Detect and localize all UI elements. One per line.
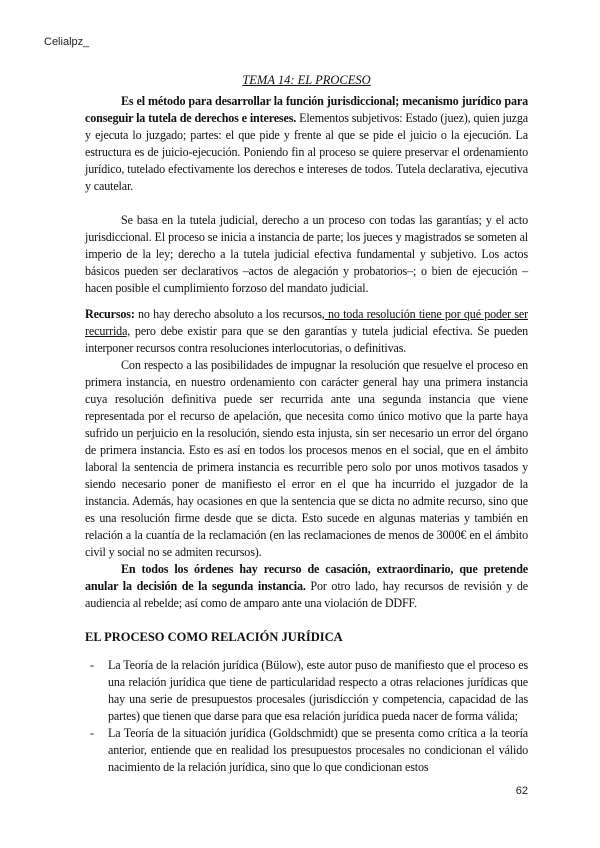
paragraph-recursos [85, 306, 528, 357]
list-item-text: La Teoría de la relación jurídica (Bülow), este autor puso de manifiesto que el proceso es una relación jurídica que tiene de particularidad respecto a otras relaciones jurídicas que hay una serie de presupuestos procesales (jurisdicción y competencia, capacidad de las partes) que tienen que darse para que esa relación jurídica pueda nacer de forma válida; [108, 658, 528, 723]
casacion-bold: En todos los órdenes hay recurso de casación, extraordinario, que pretende anular la decisión de la segunda instancia. [85, 562, 528, 593]
page-title: TEMA 14: EL PROCESO [242, 73, 371, 87]
dash-bullet: - [90, 658, 94, 672]
dash-bullet: - [90, 726, 94, 740]
list-item [85, 657, 528, 725]
theory-list [85, 657, 528, 776]
list-item [85, 725, 528, 776]
casacion-text: Por otro lado, hay recursos de revisión y de audiencia al rebelde; así como de amparo ante una violación de DDFF. [85, 579, 528, 610]
recursos-text-2: pero debe existir para que se den garantías y tutela judicial efectiva. Se pueden interponer recursos contra resoluciones interlocutorias, o definitivas. [85, 324, 528, 355]
definition-bold: Es el método para desarrollar la función jurisdiccional; mecanismo jurídico para conseguir la tutela de derechos e intereses. [85, 94, 528, 125]
paragraph-casacion [85, 561, 528, 612]
definition-text: Elementos subjetivos: Estado (juez), quien juzga y ejecuta lo juzgado; partes: el que pide y frente al que se pide el juicio o la ejecución. La estructura es de juicio-ejecución. Poniendo fin al proceso se quiere preservar el ordenamiento jurídico, tutelado efectivamente los derechos e intereses de todos. Tutela declarativa, ejecutiva y cautelar. [85, 111, 528, 193]
section-heading: EL PROCESO COMO RELACIÓN JURÍDICA [85, 630, 343, 644]
paragraph-tutela: Se basa en la tutela judicial, derecho a un proceso con todas las garantías; y el acto jurisdiccional. El proceso se inicia a instancia de parte; los jueces y magistrados se someten al imperio de la ley; derecho a la tutela judicial efectiva fundamental y subjetivo. Los actos básicos pueden ser declarativos –actos de alegación y probatorios–; o bien de ejecución –hacen posible el cumplimiento forzoso del mandato judicial. [85, 213, 528, 295]
recursos-underlined: no toda resolución tiene por qué poder ser recurrida, [85, 307, 528, 338]
paragraph-impugnar: Con respecto a las posibilidades de impugnar la resolución que resuelve el proceso en primera instancia, en nuestro ordenamiento con carácter general hay una primera instancia cuya resolución definitiva puede ser recurrida ante una segunda instancia que viene representada por el recurso de apelación, que necesita como único motivo que la parte haya sufrido un perjuicio en la resolución, siendo esta injusta, sin ser necesario un error del órgano de primera instancia. Esto es así en todos los procesos menos en el social, que en el ámbito laboral la sentencia de primera instancia es recurrible pero solo por unos motivos tasados y siendo necesario poner de manifiesto el error en el que ha incurrido el juzgador de la instancia. Además, hay ocasiones en que la sentencia que se dicta no admite recurso, sino que es una resolución firme desde que se dicta. Esto sucede en algunas materias y también en relación a la cuantía de la reclamación (en las reclamaciones de menos de 3000€ en el ámbito civil y social no se admiten recursos). [85, 358, 528, 559]
document-header-author: Celialpz_ [44, 36, 90, 48]
recursos-label: Recursos: [85, 307, 135, 321]
paragraph-definition [85, 93, 528, 195]
list-item-text: La Teoría de la situación jurídica (Goldschmidt) que se presenta como crítica a la teoría anterior, entiende que en realidad los presupuestos procesales no condicionan el válido nacimiento de la relación jurídica, sino que lo que condicionan estos [108, 726, 528, 774]
page-number: 62 [515, 785, 528, 797]
recursos-text: no hay derecho absoluto a los recursos, [134, 307, 325, 321]
